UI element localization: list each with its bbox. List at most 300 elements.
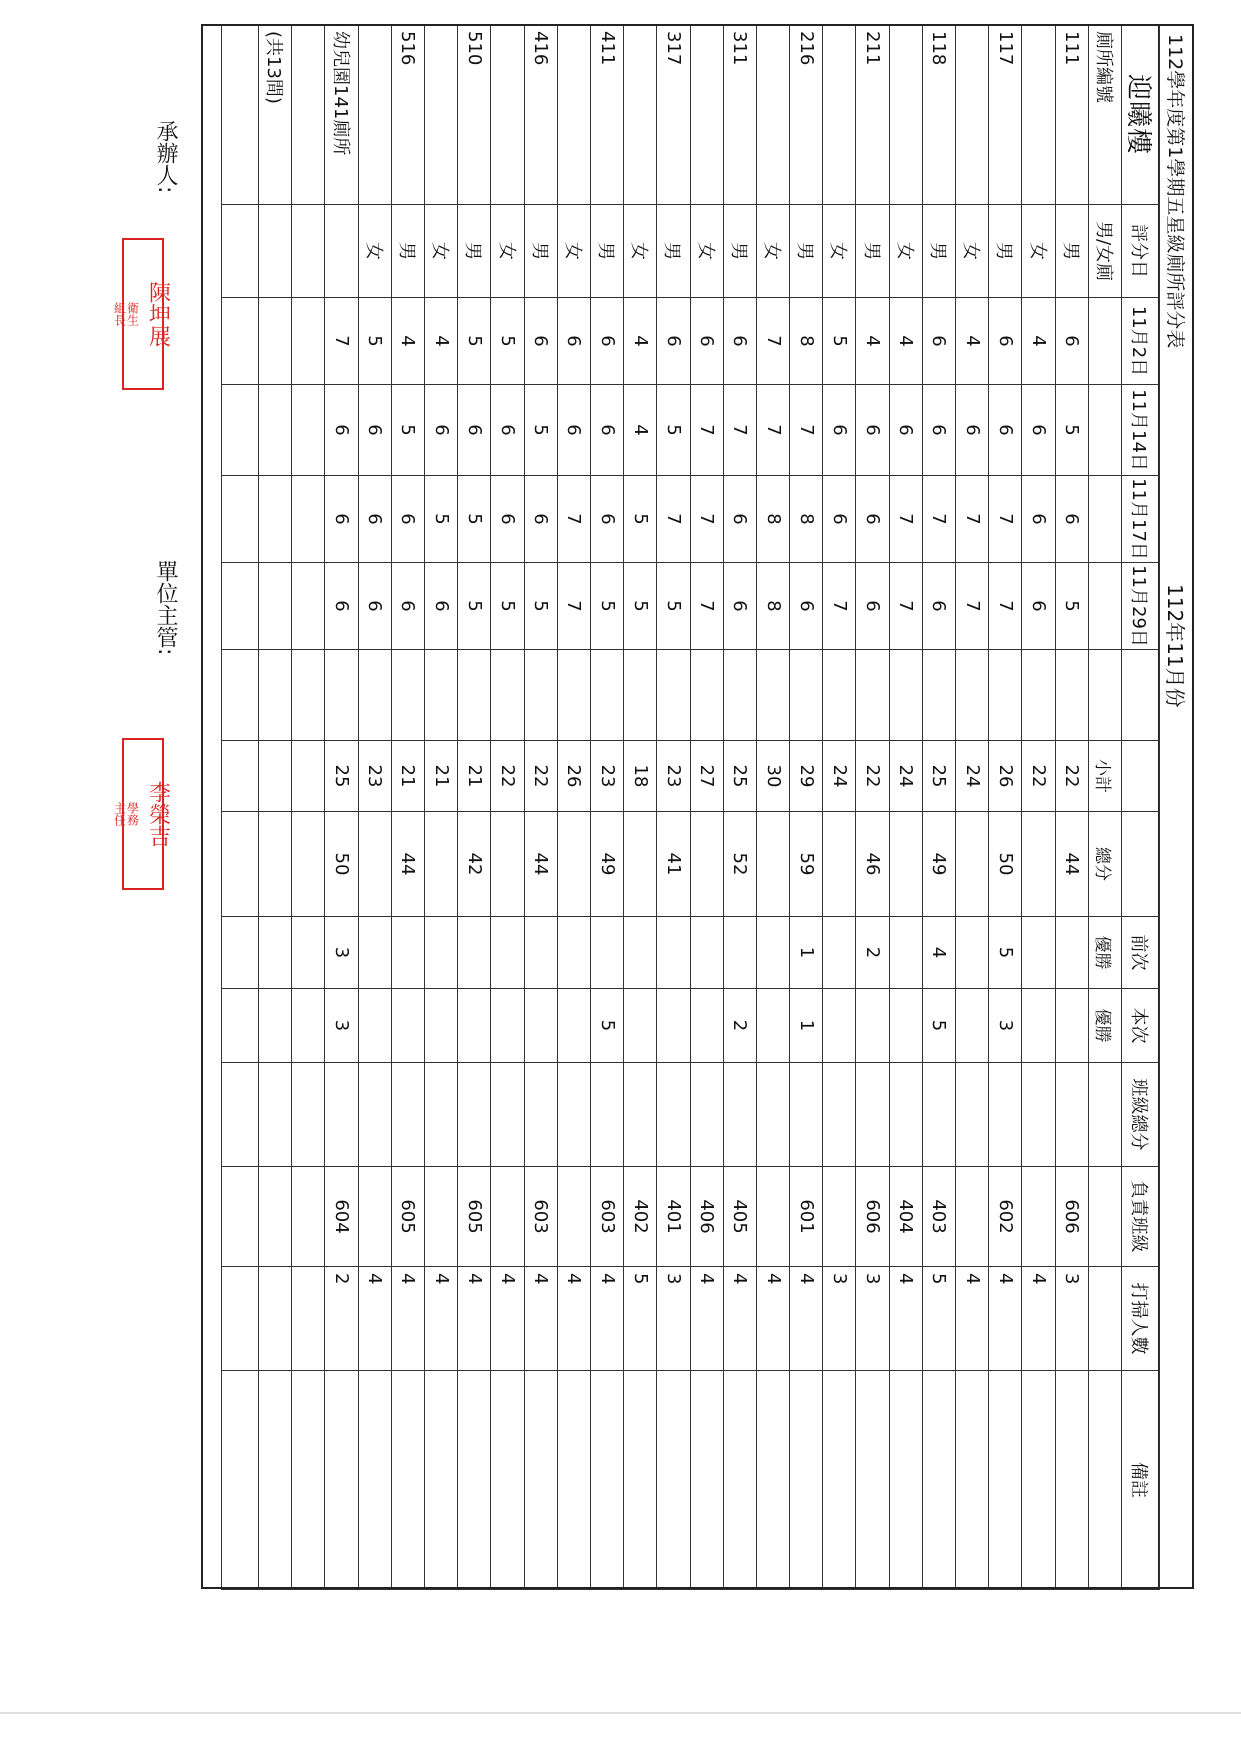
score-cell: 6 xyxy=(790,563,823,650)
cleaners-cell: 4 xyxy=(956,1267,989,1371)
blank-cell xyxy=(222,205,259,298)
note-cell xyxy=(458,1371,491,1590)
class-cell: 602 xyxy=(989,1167,1022,1267)
total-cell xyxy=(690,812,723,917)
cleaners-cell: 4 xyxy=(690,1267,723,1371)
blank-cell xyxy=(557,650,590,741)
table-row xyxy=(823,25,856,1590)
prev-win-cell xyxy=(823,917,856,989)
blank-cell xyxy=(292,917,325,989)
curr-win-cell xyxy=(856,989,889,1063)
gender-cell: 男 xyxy=(790,205,823,298)
room-cell xyxy=(425,25,458,205)
score-cell: 6 xyxy=(1055,298,1088,385)
note-cell xyxy=(524,1371,557,1590)
score-cell: 6 xyxy=(391,476,424,563)
prev-win-cell xyxy=(1022,917,1055,989)
cleaners-cell: 4 xyxy=(989,1267,1022,1371)
note-cell xyxy=(624,1371,657,1590)
curr-win-cell xyxy=(491,989,524,1063)
subtotal-cell: 26 xyxy=(557,741,590,812)
building-name: 迎曦樓 xyxy=(1122,25,1160,205)
score-cell: 5 xyxy=(458,298,491,385)
blank-cell xyxy=(259,476,292,563)
class-total-cell xyxy=(391,1063,424,1167)
score-cell: 5 xyxy=(358,298,391,385)
blank-cell xyxy=(823,650,856,741)
gender-cell: 女 xyxy=(557,205,590,298)
class-cell: 606 xyxy=(1055,1167,1088,1267)
total-cell xyxy=(491,812,524,917)
class-cell: 401 xyxy=(657,1167,690,1267)
score-cell: 7 xyxy=(823,563,856,650)
score-cell: 6 xyxy=(956,385,989,476)
score-cell: 6 xyxy=(591,385,624,476)
note-cell xyxy=(723,1371,756,1590)
class-cell: 402 xyxy=(624,1167,657,1267)
curr-win-cell xyxy=(657,989,690,1063)
sheet-month: 112年11月份 xyxy=(1163,584,1188,708)
table-row xyxy=(756,25,789,1590)
score-table xyxy=(221,24,1160,1590)
blank-cell xyxy=(259,298,292,385)
class-cell: 403 xyxy=(922,1167,955,1267)
score-cell: 7 xyxy=(723,385,756,476)
class-total-cell xyxy=(657,1063,690,1167)
score-cell: 4 xyxy=(856,298,889,385)
date-header-3: 11月17日 xyxy=(1122,476,1160,563)
cleaners-cell: 4 xyxy=(524,1267,557,1371)
blank-cell xyxy=(292,205,325,298)
prev-win-cell: 2 xyxy=(856,917,889,989)
curr-win-cell xyxy=(889,989,922,1063)
blank-cell xyxy=(222,989,259,1063)
total-cell xyxy=(756,812,789,917)
blank-cell xyxy=(222,563,259,650)
score-cell: 6 xyxy=(325,385,358,476)
table-row xyxy=(458,25,491,1590)
blank-cell xyxy=(391,650,424,741)
cleaners-cell: 4 xyxy=(756,1267,789,1371)
score-cell: 6 xyxy=(889,385,922,476)
class-cell: 604 xyxy=(325,1167,358,1267)
cleaners-cell: 4 xyxy=(1022,1267,1055,1371)
score-cell: 4 xyxy=(956,298,989,385)
supervisor-stamp: 學務 主任 李榮吉 xyxy=(122,738,164,890)
blank-cell xyxy=(259,385,292,476)
score-cell: 7 xyxy=(557,476,590,563)
curr-win-cell xyxy=(358,989,391,1063)
table-row xyxy=(1022,25,1055,1590)
curr-win-cell xyxy=(690,989,723,1063)
score-cell: 6 xyxy=(425,563,458,650)
table-row xyxy=(723,25,756,1590)
blank-cell xyxy=(292,563,325,650)
total-cell xyxy=(624,812,657,917)
total-cell: 44 xyxy=(1055,812,1088,917)
subtotal-cell: 25 xyxy=(922,741,955,812)
note-cell xyxy=(790,1371,823,1590)
gender-cell: 女 xyxy=(889,205,922,298)
gender-cell: 男 xyxy=(856,205,889,298)
room-cell xyxy=(889,25,922,205)
cleaners-cell: 4 xyxy=(425,1267,458,1371)
blank-cell xyxy=(292,1267,325,1371)
room-cell xyxy=(557,25,590,205)
note-cell xyxy=(358,1371,391,1590)
subtotal-cell: 22 xyxy=(856,741,889,812)
handler-label: 承辦人: xyxy=(153,120,178,194)
cleaners-cell: 4 xyxy=(723,1267,756,1371)
page-edge-line xyxy=(0,1712,1241,1714)
score-cell: 6 xyxy=(922,563,955,650)
room-cell xyxy=(491,25,524,205)
blank-header xyxy=(1122,650,1160,741)
curr-win-cell xyxy=(956,989,989,1063)
cleaners-cell: 4 xyxy=(889,1267,922,1371)
blank-cell xyxy=(1055,650,1088,741)
table-row xyxy=(989,25,1022,1590)
table-row xyxy=(1055,25,1088,1590)
blank-cell xyxy=(624,650,657,741)
blank-cell xyxy=(259,563,292,650)
prev-header: 前次 xyxy=(1122,917,1160,989)
subtotal-cell: 18 xyxy=(624,741,657,812)
score-cell: 8 xyxy=(756,476,789,563)
score-cell: 5 xyxy=(524,385,557,476)
class-cell xyxy=(823,1167,856,1267)
class-total-cell xyxy=(823,1063,856,1167)
total-cell xyxy=(1022,812,1055,917)
curr-win-cell xyxy=(1022,989,1055,1063)
score-cell: 7 xyxy=(956,476,989,563)
score-cell: 6 xyxy=(723,476,756,563)
score-cell: 7 xyxy=(557,563,590,650)
subtotal-cell: 22 xyxy=(1022,741,1055,812)
class-cell xyxy=(557,1167,590,1267)
prev-win-cell: 1 xyxy=(790,917,823,989)
score-cell: 7 xyxy=(989,563,1022,650)
score-cell: 6 xyxy=(922,385,955,476)
blank-cell xyxy=(259,205,292,298)
score-cell: 7 xyxy=(790,385,823,476)
score-cell: 7 xyxy=(989,476,1022,563)
class-total-cell xyxy=(922,1063,955,1167)
score-cell: 5 xyxy=(657,385,690,476)
score-cell: 4 xyxy=(889,298,922,385)
class-cell: 603 xyxy=(524,1167,557,1267)
total-cell: 50 xyxy=(989,812,1022,917)
class-total-cell xyxy=(491,1063,524,1167)
class-cell: 603 xyxy=(591,1167,624,1267)
class-cell: 606 xyxy=(856,1167,889,1267)
empty-row xyxy=(292,25,325,1590)
class-total-cell xyxy=(1055,1063,1088,1167)
note-cell xyxy=(325,1371,358,1590)
blank-cell xyxy=(1022,650,1055,741)
note-cell xyxy=(756,1371,789,1590)
note-cell xyxy=(491,1371,524,1590)
total-header: 總分 xyxy=(1088,812,1121,917)
room-cell: 216 xyxy=(790,25,823,205)
class-total-cell xyxy=(358,1063,391,1167)
table-row xyxy=(425,25,458,1590)
total-cell xyxy=(889,812,922,917)
curr-header: 本次 xyxy=(1122,989,1160,1063)
class-total-cell xyxy=(989,1063,1022,1167)
total-cell: 44 xyxy=(391,812,424,917)
class-header: 負責班級 xyxy=(1122,1167,1160,1267)
class-cell xyxy=(756,1167,789,1267)
score-cell: 6 xyxy=(823,385,856,476)
cleaners-cell: 4 xyxy=(458,1267,491,1371)
total-cell xyxy=(823,812,856,917)
room-cell: 118 xyxy=(922,25,955,205)
score-cell: 6 xyxy=(325,563,358,650)
curr-win-cell xyxy=(624,989,657,1063)
class-cell xyxy=(956,1167,989,1267)
room-cell xyxy=(624,25,657,205)
prev-win-cell xyxy=(690,917,723,989)
class-total-cell xyxy=(325,1063,358,1167)
blank-cell xyxy=(259,1371,292,1590)
score-cell: 5 xyxy=(425,476,458,563)
blank-cell xyxy=(222,1167,259,1267)
class-cell: 605 xyxy=(458,1167,491,1267)
handler-stamp: 衛生 組長 陳坤展 xyxy=(122,238,164,390)
cleaners-cell: 4 xyxy=(491,1267,524,1371)
room-cell: 510 xyxy=(458,25,491,205)
total-cell: 41 xyxy=(657,812,690,917)
score-cell: 4 xyxy=(391,298,424,385)
score-cell: 8 xyxy=(790,476,823,563)
class-cell: 404 xyxy=(889,1167,922,1267)
room-cell xyxy=(292,25,325,205)
total-cell: 50 xyxy=(325,812,358,917)
header-row-2 xyxy=(1088,25,1121,1590)
header-row-1 xyxy=(1122,25,1160,1590)
blank-cell xyxy=(756,650,789,741)
blank-cell xyxy=(222,741,259,812)
blank-cell xyxy=(259,1167,292,1267)
prev-win-cell xyxy=(557,917,590,989)
score-cell: 4 xyxy=(624,298,657,385)
score-cell: 7 xyxy=(889,476,922,563)
date-header-2: 11月14日 xyxy=(1122,385,1160,476)
score-cell: 6 xyxy=(491,385,524,476)
room-cell: 111 xyxy=(1055,25,1088,205)
score-cell: 7 xyxy=(956,563,989,650)
note-cell xyxy=(391,1371,424,1590)
blank-cell xyxy=(491,650,524,741)
blank-cell xyxy=(259,1267,292,1371)
class-total-cell xyxy=(425,1063,458,1167)
curr-win-cell xyxy=(1055,989,1088,1063)
gender-cell: 男 xyxy=(1055,205,1088,298)
supervisor-label: 單位主管: xyxy=(153,560,178,656)
blank-cell xyxy=(222,385,259,476)
cleaners-cell: 3 xyxy=(657,1267,690,1371)
prev-win-cell: 4 xyxy=(922,917,955,989)
blank-cell xyxy=(458,650,491,741)
title-bar xyxy=(1158,24,1194,1589)
class-total-cell xyxy=(856,1063,889,1167)
blank-cell xyxy=(425,650,458,741)
total-cell: 46 xyxy=(856,812,889,917)
score-cell: 6 xyxy=(989,385,1022,476)
cleaners-cell: 5 xyxy=(624,1267,657,1371)
total-cell xyxy=(425,812,458,917)
blank-cell xyxy=(856,650,889,741)
score-cell: 6 xyxy=(358,563,391,650)
table-row xyxy=(591,25,624,1590)
score-cell: 6 xyxy=(1055,476,1088,563)
blank-cell xyxy=(292,650,325,741)
blank-cell xyxy=(292,1167,325,1267)
curr-win-cell: 1 xyxy=(790,989,823,1063)
room-cell xyxy=(823,25,856,205)
subtotal-cell: 25 xyxy=(723,741,756,812)
score-cell: 5 xyxy=(391,385,424,476)
score-cell: 6 xyxy=(989,298,1022,385)
blank-cell xyxy=(222,917,259,989)
score-cell: 6 xyxy=(524,298,557,385)
table-row xyxy=(889,25,922,1590)
subtotal-cell: 22 xyxy=(524,741,557,812)
blank-cell xyxy=(222,1267,259,1371)
score-cell: 7 xyxy=(690,563,723,650)
blank-cell xyxy=(989,650,1022,741)
score-cell: 6 xyxy=(657,298,690,385)
score-cell: 6 xyxy=(856,385,889,476)
total-cell: 52 xyxy=(723,812,756,917)
score-cell: 8 xyxy=(790,298,823,385)
score-cell: 7 xyxy=(922,476,955,563)
table-row xyxy=(856,25,889,1590)
score-cell: 6 xyxy=(922,298,955,385)
room-cell: 411 xyxy=(591,25,624,205)
score-cell: 6 xyxy=(823,476,856,563)
subtotal-header: 小計 xyxy=(1088,741,1121,812)
date-header-1: 11月2日 xyxy=(1122,298,1160,385)
blank-cell xyxy=(222,298,259,385)
table-row xyxy=(391,25,424,1590)
blank-cell xyxy=(259,989,292,1063)
blank-cell xyxy=(292,385,325,476)
prev-win-cell: 5 xyxy=(989,917,1022,989)
table-row xyxy=(524,25,557,1590)
score-cell: 7 xyxy=(690,476,723,563)
total-cell xyxy=(358,812,391,917)
score-cell: 7 xyxy=(756,298,789,385)
total-cell xyxy=(557,812,590,917)
class-cell xyxy=(425,1167,458,1267)
class-total-cell xyxy=(624,1063,657,1167)
total-cell: 49 xyxy=(591,812,624,917)
blank-cell xyxy=(657,650,690,741)
subtotal-cell: 23 xyxy=(358,741,391,812)
blank-cell xyxy=(292,298,325,385)
total-cell xyxy=(956,812,989,917)
gender-cell: 女 xyxy=(491,205,524,298)
blank-cell xyxy=(292,1371,325,1590)
note-cell xyxy=(1022,1371,1055,1590)
blank-cell xyxy=(790,650,823,741)
note-cell xyxy=(657,1371,690,1590)
subtotal-cell: 27 xyxy=(690,741,723,812)
room-cell xyxy=(222,25,259,205)
score-cell: 6 xyxy=(325,476,358,563)
cleaners-header: 打掃人數 xyxy=(1122,1267,1160,1371)
rotated-sheet xyxy=(201,24,1194,1589)
score-cell: 6 xyxy=(723,298,756,385)
score-cell: 6 xyxy=(491,476,524,563)
note-cell xyxy=(922,1371,955,1590)
curr-win-cell xyxy=(425,989,458,1063)
class-total-cell xyxy=(690,1063,723,1167)
blank-cell xyxy=(922,650,955,741)
blank-cell xyxy=(292,812,325,917)
prev-win-cell xyxy=(591,917,624,989)
room-cell: 117 xyxy=(989,25,1022,205)
subtotal-cell: 22 xyxy=(1055,741,1088,812)
blank-cell xyxy=(222,812,259,917)
subtotal-cell: 23 xyxy=(657,741,690,812)
class-total-cell xyxy=(956,1063,989,1167)
blank-cell xyxy=(325,650,358,741)
class-total-cell xyxy=(889,1063,922,1167)
blank-cell xyxy=(690,650,723,741)
gender-cell: 女 xyxy=(358,205,391,298)
room-cell xyxy=(358,25,391,205)
note-cell xyxy=(989,1371,1022,1590)
subtotal-cell: 30 xyxy=(756,741,789,812)
prev-win-cell xyxy=(657,917,690,989)
cleaners-cell: 3 xyxy=(856,1267,889,1371)
curr-win-cell: 3 xyxy=(989,989,1022,1063)
score-cell: 7 xyxy=(756,385,789,476)
gender-cell: 男 xyxy=(657,205,690,298)
score-cell: 6 xyxy=(524,476,557,563)
room-cell: 幼兒園141廁所 xyxy=(325,25,358,205)
curr-win-cell: 2 xyxy=(723,989,756,1063)
table-row xyxy=(358,25,391,1590)
room-cell xyxy=(1022,25,1055,205)
blank-cell xyxy=(259,650,292,741)
room-cell: 317 xyxy=(657,25,690,205)
score-cell: 6 xyxy=(856,563,889,650)
score-cell: 5 xyxy=(624,476,657,563)
cleaners-cell: 4 xyxy=(391,1267,424,1371)
gender-header: 男/女廁 xyxy=(1088,205,1121,298)
score-cell: 6 xyxy=(591,476,624,563)
class-cell xyxy=(1022,1167,1055,1267)
gender-cell xyxy=(325,205,358,298)
score-cell: 7 xyxy=(690,385,723,476)
table-row xyxy=(557,25,590,1590)
total-cell: 44 xyxy=(524,812,557,917)
curr-win-cell xyxy=(391,989,424,1063)
class-cell: 605 xyxy=(391,1167,424,1267)
score-sheet xyxy=(201,24,1194,1589)
handler-stamp-name: 陳坤展 xyxy=(145,281,171,347)
prev-win-cell xyxy=(889,917,922,989)
prev-win-cell xyxy=(956,917,989,989)
blank-cell xyxy=(222,1371,259,1590)
blank-cell xyxy=(222,650,259,741)
subtotal-cell: 21 xyxy=(458,741,491,812)
class-total-cell xyxy=(1022,1063,1055,1167)
